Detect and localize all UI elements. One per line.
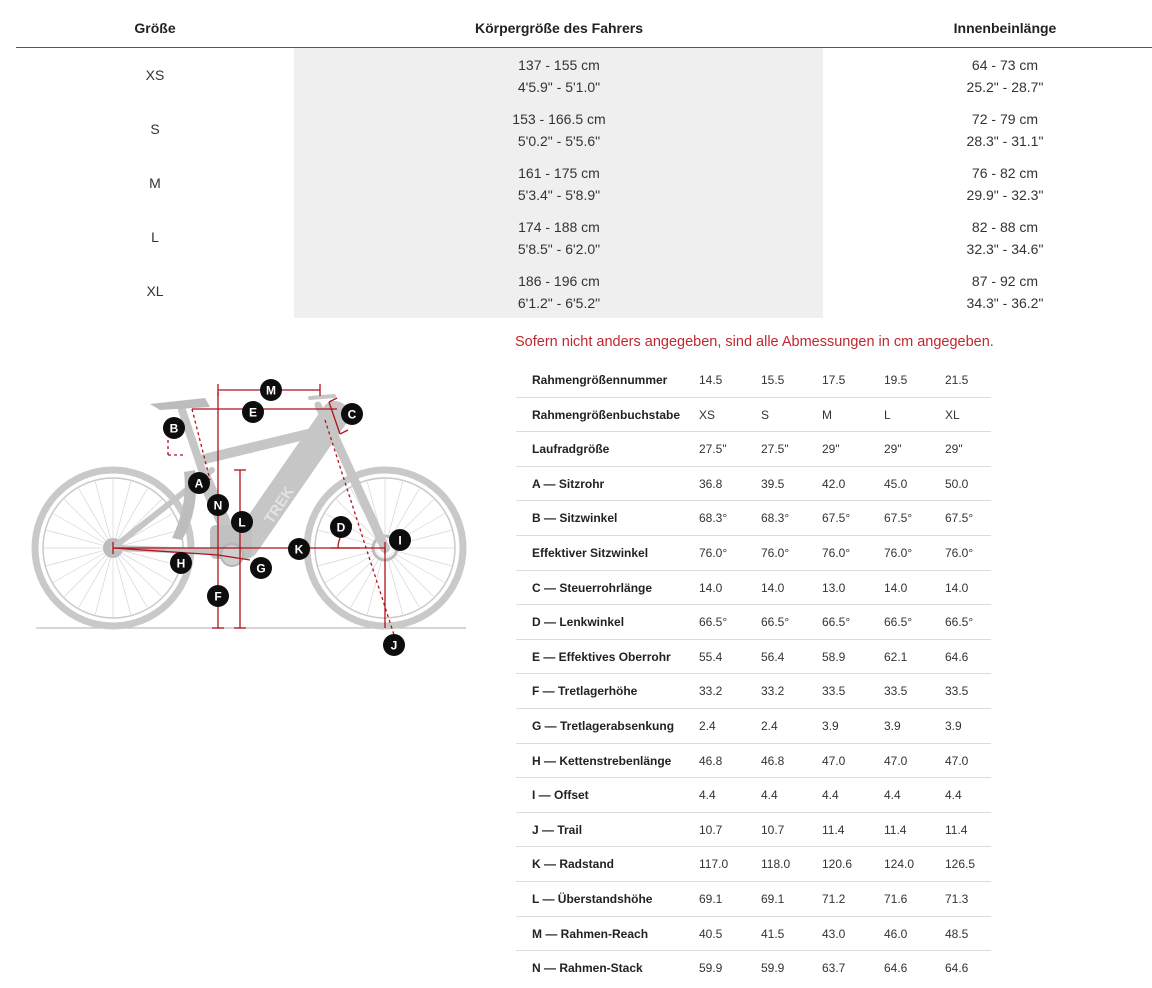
geometry-value: 21.5 bbox=[945, 373, 969, 387]
geometry-value: 36.8 bbox=[699, 476, 723, 491]
geometry-row bbox=[516, 882, 991, 917]
header-size: Größe bbox=[134, 20, 176, 36]
geometry-row bbox=[516, 605, 991, 640]
inseam-in: 34.3" - 36.2" bbox=[966, 295, 1044, 311]
geometry-value: 27.5" bbox=[761, 442, 789, 457]
rider-height-cell bbox=[512, 108, 605, 152]
rider-height-ft: 5'8.5" - 6'2.0" bbox=[517, 241, 601, 257]
geometry-value: 55.4 bbox=[699, 649, 723, 664]
geometry-value: 41.5 bbox=[761, 926, 785, 941]
geometry-table bbox=[516, 363, 991, 986]
geometry-label: F — Tretlagerhöhe bbox=[532, 684, 638, 699]
measurement-note: Sofern nicht anders angegeben, sind alle Abmessungen in cm angegeben. bbox=[515, 334, 994, 350]
rider-height-cell bbox=[518, 54, 600, 98]
svg-text:E: E bbox=[248, 405, 258, 420]
geometry-value: 67.5° bbox=[822, 511, 851, 526]
geometry-value: 59.9 bbox=[699, 961, 723, 976]
geometry-label: D — Lenkwinkel bbox=[532, 615, 625, 630]
geometry-row bbox=[516, 778, 991, 813]
geometry-value: 66.5° bbox=[884, 615, 913, 630]
header-rider-height: Körpergröße des Fahrers bbox=[474, 20, 644, 36]
inseam-cm: 76 - 82 cm bbox=[971, 165, 1039, 181]
inseam-cm: 64 - 73 cm bbox=[971, 57, 1039, 73]
geometry-value: 69.1 bbox=[699, 891, 723, 906]
svg-text:N: N bbox=[213, 498, 223, 513]
geometry-value: 66.5° bbox=[761, 615, 790, 630]
geometry-value: 67.5° bbox=[884, 511, 913, 526]
geometry-row bbox=[516, 571, 991, 606]
geometry-value: 19.5 bbox=[884, 373, 908, 387]
geometry-label: Laufradgröße bbox=[532, 442, 610, 457]
geometry-value: 71.6 bbox=[884, 891, 908, 906]
geometry-value: 13.0 bbox=[822, 580, 846, 595]
geometry-value: 4.4 bbox=[822, 788, 839, 803]
inseam-cell bbox=[967, 54, 1044, 98]
geometry-value: 3.9 bbox=[884, 718, 901, 733]
geometry-value: 10.7 bbox=[761, 822, 785, 837]
rider-height-cell bbox=[518, 216, 600, 260]
geometry-value: 29" bbox=[945, 442, 963, 457]
geometry-row bbox=[516, 847, 991, 882]
geometry-value: 50.0 bbox=[945, 476, 969, 491]
geometry-value: XL bbox=[945, 407, 960, 422]
geometry-value: 33.5 bbox=[822, 684, 846, 699]
geometry-row bbox=[516, 432, 991, 467]
geometry-value: 117.0 bbox=[699, 857, 729, 872]
geometry-value: 126.5 bbox=[945, 857, 976, 872]
geometry-value: 4.4 bbox=[699, 788, 716, 803]
svg-text:J: J bbox=[390, 638, 398, 653]
rider-height-cm: 174 - 188 cm bbox=[518, 219, 600, 235]
geometry-value: 71.3 bbox=[945, 891, 969, 906]
geometry-value: 76.0° bbox=[884, 545, 913, 560]
geometry-value: 71.2 bbox=[822, 891, 846, 906]
size-row bbox=[16, 210, 1152, 264]
rider-height-cell bbox=[518, 162, 600, 206]
geometry-label: H — Kettenstrebenlänge bbox=[532, 753, 672, 768]
rider-height-ft: 5'0.2" - 5'5.6" bbox=[517, 133, 601, 149]
geometry-value: 29" bbox=[822, 442, 840, 457]
marker-e bbox=[242, 401, 264, 423]
geometry-row bbox=[516, 917, 991, 952]
geometry-row bbox=[516, 363, 991, 398]
geometry-value: 64.6 bbox=[945, 961, 969, 976]
rider-height-ft: 5'3.4" - 5'8.9" bbox=[517, 187, 601, 203]
geometry-value: 45.0 bbox=[884, 476, 908, 491]
geometry-value: 15.5 bbox=[761, 373, 785, 387]
marker-a bbox=[188, 472, 210, 494]
geometry-value: 64.6 bbox=[884, 961, 908, 976]
geometry-value: 66.5° bbox=[699, 615, 728, 630]
geometry-value: 48.5 bbox=[945, 926, 969, 941]
size-table-body bbox=[16, 48, 1152, 318]
geometry-value: 118.0 bbox=[761, 857, 791, 872]
size-label: XS bbox=[145, 67, 165, 83]
svg-text:D: D bbox=[336, 520, 346, 535]
inseam-in: 28.3" - 31.1" bbox=[966, 133, 1044, 149]
inseam-in: 29.9" - 32.3" bbox=[966, 187, 1044, 203]
geometry-row bbox=[516, 536, 991, 571]
rider-height-cm: 161 - 175 cm bbox=[518, 165, 600, 181]
geometry-value: 3.9 bbox=[945, 718, 962, 733]
geometry-value: 40.5 bbox=[699, 926, 723, 941]
geometry-value: 46.8 bbox=[761, 753, 785, 768]
rider-height-cm: 153 - 166.5 cm bbox=[512, 111, 606, 127]
geometry-label: L — Überstandshöhe bbox=[532, 891, 653, 906]
marker-i bbox=[389, 529, 411, 551]
geometry-value: 66.5° bbox=[945, 615, 974, 630]
geometry-row bbox=[516, 640, 991, 675]
geometry-value: 42.0 bbox=[822, 476, 846, 491]
geometry-label: Rahmengrößenbuchstabe bbox=[532, 407, 681, 422]
inseam-cm: 87 - 92 cm bbox=[971, 273, 1039, 289]
size-table-header bbox=[16, 0, 1152, 48]
geometry-label: N — Rahmen-Stack bbox=[532, 961, 643, 976]
geometry-row bbox=[516, 709, 991, 744]
geometry-value: 68.3° bbox=[699, 511, 728, 526]
size-table bbox=[16, 0, 1152, 318]
geometry-value: 47.0 bbox=[945, 753, 969, 768]
geometry-label: Rahmengrößennummer bbox=[532, 373, 668, 387]
geometry-label: E — Effektives Oberrohr bbox=[532, 649, 671, 664]
svg-text:H: H bbox=[176, 556, 186, 571]
geometry-value: 2.4 bbox=[699, 718, 716, 733]
svg-text:F: F bbox=[214, 589, 222, 604]
marker-d bbox=[330, 516, 352, 538]
geometry-value: 76.0° bbox=[822, 545, 851, 560]
geometry-value: 11.4 bbox=[945, 822, 968, 837]
geometry-value: 10.7 bbox=[699, 822, 723, 837]
geometry-label: A — Sitzrohr bbox=[532, 476, 605, 491]
marker-g bbox=[250, 557, 272, 579]
size-row bbox=[16, 264, 1152, 318]
marker-h bbox=[170, 552, 192, 574]
geometry-value: 4.4 bbox=[884, 788, 901, 803]
marker-j bbox=[383, 634, 405, 656]
geometry-row bbox=[516, 744, 991, 779]
geometry-value: XS bbox=[699, 407, 716, 422]
geometry-row bbox=[516, 813, 991, 848]
inseam-cell bbox=[967, 216, 1044, 260]
geometry-value: 120.6 bbox=[822, 857, 853, 872]
marker-l bbox=[231, 511, 253, 533]
geometry-value: 27.5" bbox=[699, 442, 727, 457]
geometry-value: 14.0 bbox=[945, 580, 969, 595]
size-row bbox=[16, 102, 1152, 156]
size-label: M bbox=[149, 175, 161, 191]
geometry-value: 33.2 bbox=[699, 684, 723, 699]
geometry-value: 46.0 bbox=[884, 926, 908, 941]
size-label: S bbox=[150, 121, 160, 137]
marker-f bbox=[207, 585, 229, 607]
size-row bbox=[16, 156, 1152, 210]
geometry-label: K — Radstand bbox=[532, 857, 615, 872]
geometry-value: 11.4 bbox=[822, 822, 845, 837]
geometry-value: 76.0° bbox=[945, 545, 974, 560]
marker-m bbox=[260, 379, 282, 401]
size-label: XL bbox=[146, 283, 164, 299]
geometry-row bbox=[516, 501, 991, 536]
geometry-value: 17.5 bbox=[822, 373, 846, 387]
inseam-cm: 82 - 88 cm bbox=[971, 219, 1039, 235]
bike-geometry-diagram bbox=[30, 370, 475, 660]
geometry-value: M bbox=[822, 407, 832, 422]
geometry-row bbox=[516, 398, 991, 433]
geometry-label: I — Offset bbox=[532, 788, 589, 803]
geometry-value: 47.0 bbox=[884, 753, 908, 768]
geometry-value: 69.1 bbox=[761, 891, 785, 906]
marker-k bbox=[288, 538, 310, 560]
geometry-value: 47.0 bbox=[822, 753, 846, 768]
geometry-value: S bbox=[761, 407, 770, 422]
inseam-cell bbox=[967, 162, 1044, 206]
geometry-row bbox=[516, 674, 991, 709]
geometry-value: 43.0 bbox=[822, 926, 846, 941]
inseam-cell bbox=[967, 270, 1044, 314]
geometry-value: 29" bbox=[884, 442, 902, 457]
geometry-value: 14.0 bbox=[699, 580, 723, 595]
geometry-value: 62.1 bbox=[884, 649, 908, 664]
geometry-value: 14.5 bbox=[699, 373, 723, 387]
geometry-value: 76.0° bbox=[761, 545, 790, 560]
svg-text:A: A bbox=[194, 476, 204, 491]
geometry-row bbox=[516, 951, 991, 986]
geometry-value: 33.2 bbox=[761, 684, 785, 699]
rider-height-cm: 186 - 196 cm bbox=[518, 273, 600, 289]
geometry-value: 39.5 bbox=[761, 476, 785, 491]
geometry-label: G — Tretlagerabsenkung bbox=[532, 718, 675, 733]
geometry-value: 33.5 bbox=[884, 684, 908, 699]
inseam-in: 32.3" - 34.6" bbox=[966, 241, 1044, 257]
geometry-label: C — Steuerrohrlänge bbox=[532, 580, 653, 595]
size-label: L bbox=[151, 229, 159, 245]
svg-text:L: L bbox=[238, 515, 246, 530]
geometry-value: 3.9 bbox=[822, 718, 839, 733]
geometry-value: 4.4 bbox=[761, 788, 778, 803]
rider-height-ft: 6'1.2" - 6'5.2" bbox=[517, 295, 601, 311]
geometry-label: J — Trail bbox=[532, 822, 583, 837]
geometry-value: 4.4 bbox=[945, 788, 962, 803]
geometry-label: M — Rahmen-Reach bbox=[532, 926, 649, 941]
geometry-value: 59.9 bbox=[761, 961, 785, 976]
geometry-value: 124.0 bbox=[884, 857, 915, 872]
svg-text:I: I bbox=[398, 533, 402, 548]
frame-logo: TREK bbox=[261, 483, 298, 528]
size-row bbox=[16, 48, 1152, 102]
geometry-value: 33.5 bbox=[945, 684, 969, 699]
inseam-cell bbox=[967, 108, 1044, 152]
svg-text:C: C bbox=[347, 407, 357, 422]
marker-b bbox=[163, 417, 185, 439]
geometry-value: 76.0° bbox=[699, 545, 728, 560]
geometry-row bbox=[516, 467, 991, 502]
rider-height-cm: 137 - 155 cm bbox=[518, 57, 600, 73]
geometry-value: 67.5° bbox=[945, 511, 974, 526]
geometry-value: 14.0 bbox=[761, 580, 785, 595]
geometry-value: 68.3° bbox=[761, 511, 790, 526]
geometry-label: Effektiver Sitzwinkel bbox=[532, 545, 649, 560]
marker-c bbox=[341, 403, 363, 425]
svg-text:B: B bbox=[169, 421, 179, 436]
geometry-value: 63.7 bbox=[822, 961, 846, 976]
geometry-value: 2.4 bbox=[761, 718, 778, 733]
svg-text:M: M bbox=[266, 383, 276, 398]
rider-height-ft: 4'5.9" - 5'1.0" bbox=[517, 79, 601, 95]
inseam-in: 25.2" - 28.7" bbox=[966, 79, 1044, 95]
geometry-value: L bbox=[884, 407, 891, 422]
geometry-value: 58.9 bbox=[822, 649, 846, 664]
header-inseam: Innenbeinlänge bbox=[953, 20, 1057, 36]
rider-height-cell bbox=[518, 270, 600, 314]
geometry-value: 14.0 bbox=[884, 580, 908, 595]
marker-n bbox=[207, 494, 229, 516]
geometry-label: B — Sitzwinkel bbox=[532, 511, 618, 526]
geometry-value: 56.4 bbox=[761, 649, 785, 664]
geometry-value: 46.8 bbox=[699, 753, 723, 768]
svg-text:K: K bbox=[294, 542, 304, 557]
svg-text:G: G bbox=[256, 561, 266, 576]
geometry-value: 66.5° bbox=[822, 615, 851, 630]
inseam-cm: 72 - 79 cm bbox=[971, 111, 1039, 127]
geometry-value: 64.6 bbox=[945, 649, 969, 664]
geometry-value: 11.4 bbox=[884, 822, 907, 837]
